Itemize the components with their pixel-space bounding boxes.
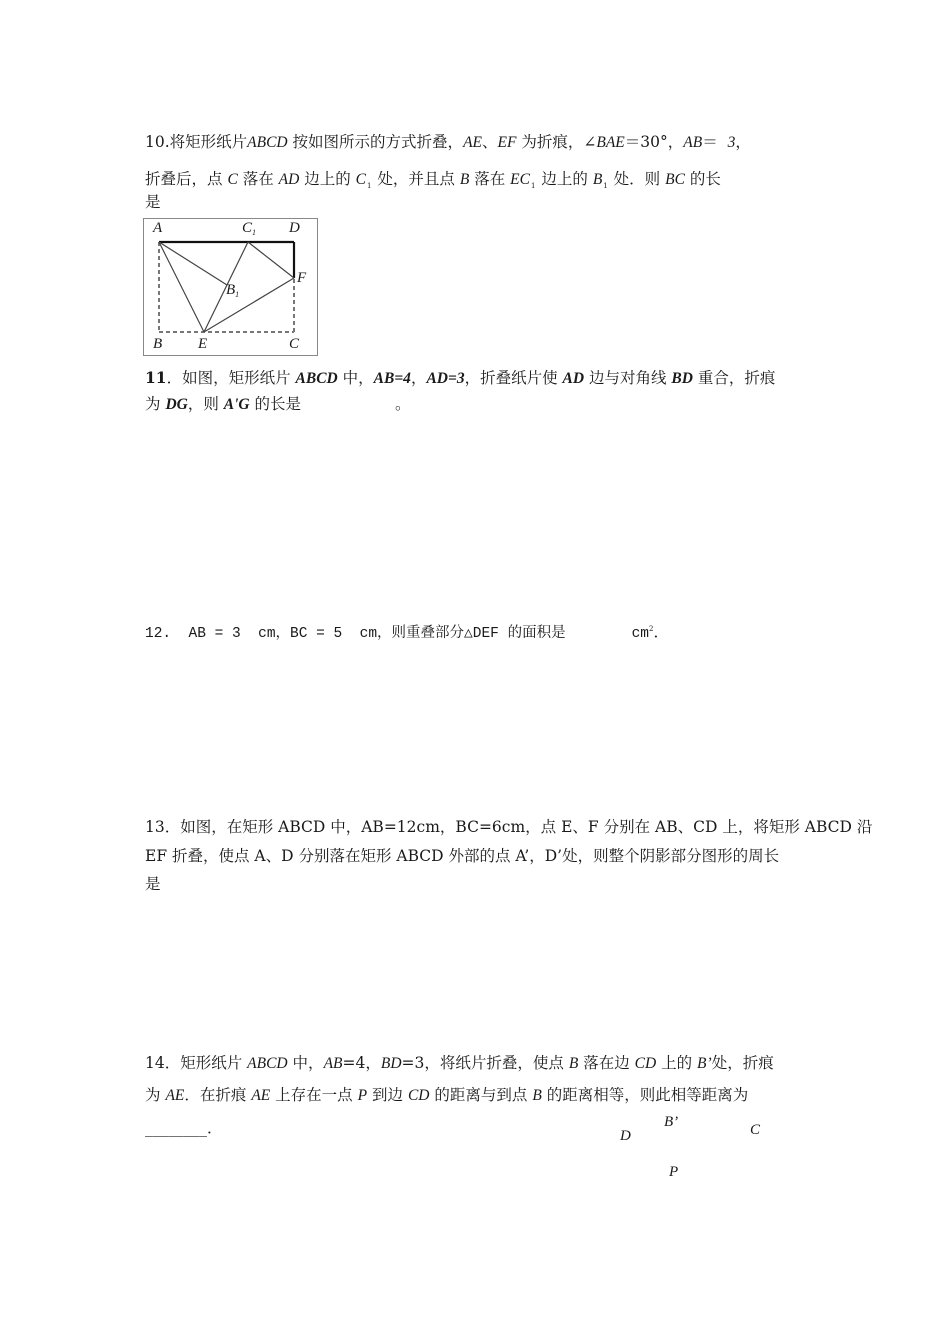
text: 为 xyxy=(145,395,166,413)
text: ， xyxy=(735,133,751,151)
text: 按如图所示的方式折叠， xyxy=(287,133,464,151)
text: =3，将纸片折叠，使点 xyxy=(401,1054,569,1072)
q11-line-1 xyxy=(145,367,775,390)
q10-line-2 xyxy=(145,168,721,197)
text: 到边 xyxy=(367,1086,408,1104)
text: ，则 xyxy=(187,395,224,413)
subscript: 1 xyxy=(603,182,608,190)
subscript: 1 xyxy=(252,228,257,237)
text: CD xyxy=(407,1087,430,1104)
text: AB=4 xyxy=(373,370,411,387)
label-d: D xyxy=(289,220,300,236)
text: ． xyxy=(207,1119,223,1137)
text: 边上的 xyxy=(299,170,356,188)
subscript: 1 xyxy=(367,182,372,190)
text: AE xyxy=(251,1087,271,1104)
q14-label-p: P xyxy=(669,1164,679,1180)
text: 重合，折痕 xyxy=(692,369,776,387)
label-f: F xyxy=(297,270,307,286)
text: ． xyxy=(653,623,669,641)
text: 14．矩形纸片 xyxy=(145,1054,248,1072)
text: =4， xyxy=(342,1054,381,1072)
text: ABCD xyxy=(295,370,338,387)
text: 为 xyxy=(145,1086,166,1104)
text: EF xyxy=(497,134,517,151)
text: BD xyxy=(671,370,693,387)
text: EC xyxy=(510,171,530,188)
text: C xyxy=(355,171,367,188)
q10-line-3: 是 xyxy=(145,193,161,211)
text: 3 xyxy=(727,134,736,151)
q14-line-1 xyxy=(145,1052,774,1075)
text: P xyxy=(357,1087,368,1104)
text: DG xyxy=(165,396,188,413)
text: 处，折痕 xyxy=(711,1054,774,1072)
subscript: 1 xyxy=(530,182,536,190)
q13-line-3: 是 xyxy=(145,875,161,893)
text: BAE xyxy=(596,134,625,151)
text: C xyxy=(242,220,253,236)
q13-line-2: EF 折叠，使点 A、D 分别落在矩形 ABCD 外部的点 A’，D’处，则整个阴影部分图形的周长 xyxy=(145,847,780,865)
text: B xyxy=(568,1055,579,1072)
text: ， xyxy=(410,369,427,387)
label-b: B xyxy=(153,336,163,352)
superscript: 2 xyxy=(648,625,654,633)
text: A'G xyxy=(223,396,250,413)
text: AE xyxy=(165,1087,185,1104)
label-c1 xyxy=(242,220,256,237)
text: BC xyxy=(665,171,685,188)
q14-label-d: D xyxy=(620,1128,631,1144)
text: AE xyxy=(463,134,482,151)
q10-figure xyxy=(143,218,318,356)
text: 的距离相等，则此相等距离为 xyxy=(541,1086,749,1104)
text: 上存在一点 xyxy=(270,1086,358,1104)
text: ．在折痕 xyxy=(184,1086,252,1104)
text: BD xyxy=(380,1055,402,1072)
text: AD xyxy=(278,171,300,188)
text: AB xyxy=(323,1055,343,1072)
text: ABCD xyxy=(247,1055,288,1072)
text: 落在边 xyxy=(578,1054,635,1072)
q14-label-c: C xyxy=(750,1122,761,1138)
text: 落在 xyxy=(237,170,279,188)
unit: cm xyxy=(631,626,649,642)
text: 处，并且点 xyxy=(372,170,460,188)
text: 的长是 xyxy=(249,395,302,413)
text: 的距离与到点 xyxy=(429,1086,533,1104)
text: CD xyxy=(634,1055,657,1072)
text: ABCD xyxy=(247,134,288,151)
text: ．如图，矩形纸片 xyxy=(166,369,296,387)
text: 10.将矩形纸片 xyxy=(145,133,248,151)
text: C xyxy=(227,171,238,188)
label-a: A xyxy=(153,220,163,236)
text: AD xyxy=(562,370,585,387)
text: B xyxy=(592,171,603,188)
text: 落在 xyxy=(469,170,511,188)
q13-line-1: 13．如图，在矩形 ABCD 中，AB=12cm，BC=6cm，点 E、F 分别在 AB、CD 上，将矩形 ABCD 沿 xyxy=(145,818,873,836)
text: 、 xyxy=(482,133,498,151)
text: ，折叠纸片使 xyxy=(464,369,563,387)
text: 的长 xyxy=(684,170,721,188)
q14-line-3 xyxy=(145,1117,223,1139)
answer-blank: ________ xyxy=(145,1119,207,1137)
text: 上的 xyxy=(656,1054,698,1072)
text: 中， xyxy=(287,1054,324,1072)
text: 。 xyxy=(395,395,411,413)
subscript: 1 xyxy=(235,290,240,299)
text: AB xyxy=(683,134,703,151)
text: 为折痕，∠ xyxy=(516,133,597,151)
text: 处．则 xyxy=(608,170,666,188)
text: B xyxy=(532,1087,542,1104)
question-number: 11 xyxy=(145,368,167,387)
text: B’ xyxy=(697,1055,712,1072)
text: 12. AB = 3 cm，BC = 5 cm，则重叠部分△DEF 的面积是 xyxy=(145,626,566,642)
label-c: C xyxy=(289,336,300,352)
q12-line xyxy=(145,618,669,645)
q14-line-2 xyxy=(145,1084,748,1107)
label-e: E xyxy=(198,336,208,352)
text: 中， xyxy=(337,369,374,387)
text: B xyxy=(226,282,236,298)
text: ＝ xyxy=(702,133,728,151)
text: AD=3 xyxy=(426,370,465,387)
q14-label-b-prime: B’ xyxy=(664,1114,679,1130)
text: 边上的 xyxy=(536,170,593,188)
text: ＝30°， xyxy=(624,133,684,151)
text: B xyxy=(459,171,470,188)
q11-line-2 xyxy=(145,393,411,416)
q10-line-1 xyxy=(145,131,751,154)
label-b1 xyxy=(226,282,239,299)
text: 折叠后，点 xyxy=(145,170,228,188)
text: 边与对角线 xyxy=(584,369,672,387)
